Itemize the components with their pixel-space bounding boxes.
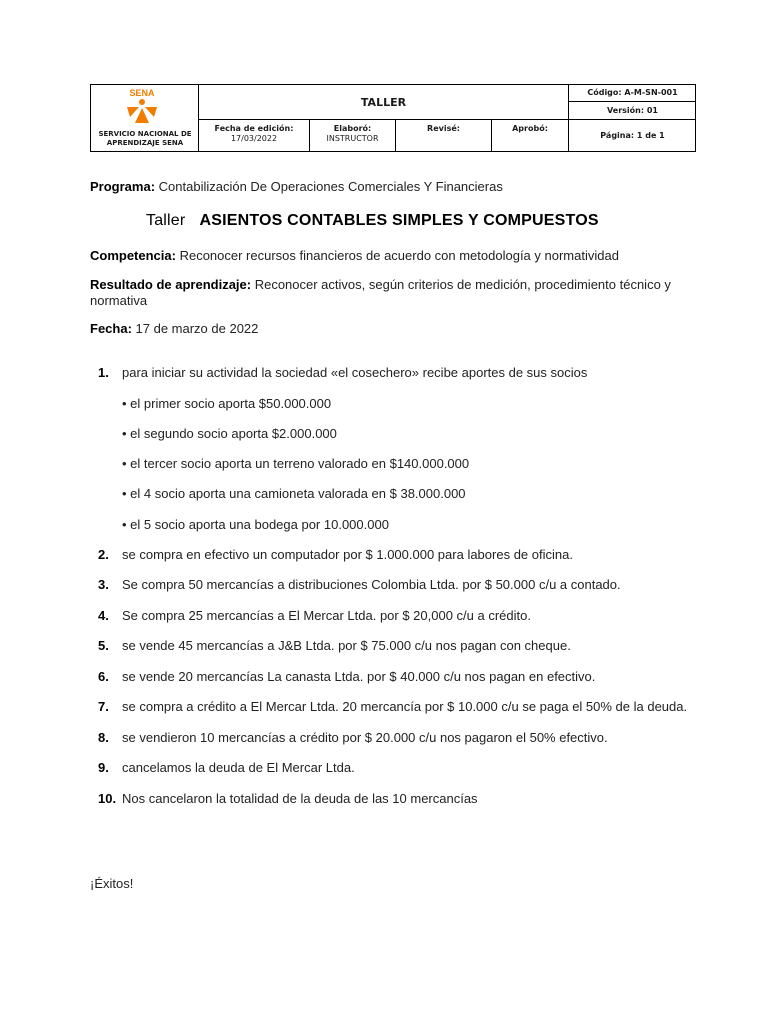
version-field: Versión: 01	[569, 102, 696, 120]
task-text: se vende 45 mercancías a J&B Ltda. por $ 75.000 c/u nos pagan con cheque.	[122, 638, 571, 654]
fecha-edicion-cell	[199, 120, 310, 152]
task-number: 3.	[98, 577, 109, 593]
competencia-line	[90, 248, 619, 264]
pagina-field: Página: 1 de 1	[600, 131, 665, 140]
doc-type-title: TALLER	[199, 85, 569, 120]
logo-text: SENA	[129, 88, 155, 98]
contribution-item: • el 5 socio aporta una bodega por 10.000.000	[122, 510, 698, 540]
task-number: 9.	[98, 760, 109, 776]
task-item	[98, 601, 698, 632]
fecha-label: Fecha:	[90, 321, 132, 336]
org-name: SERVICIO NACIONAL DE APRENDIZAJE SENA	[98, 130, 192, 147]
fecha-edicion-label: Fecha de edición:	[214, 124, 294, 133]
fecha-value: 17 de marzo de 2022	[131, 321, 259, 336]
task-item	[98, 692, 698, 723]
contribution-item: • el 4 socio aporta una camioneta valorada en $ 38.000.000	[122, 479, 698, 509]
competencia-value: Reconocer recursos financieros de acuerdo con metodología y normatividad	[175, 248, 619, 263]
task-item	[98, 753, 698, 784]
resultado-label: Resultado de aprendizaje:	[90, 277, 252, 292]
document-header-table	[90, 84, 696, 152]
task-text: cancelamos la deuda de El Mercar Ltda.	[122, 760, 355, 776]
task-number: 10.	[98, 790, 117, 806]
task-number: 5.	[98, 638, 109, 654]
task-item	[98, 723, 698, 754]
task-text: se compra en efectivo un computador por $ 1.000.000 para labores de oficina.	[122, 546, 573, 562]
aprobo-cell	[492, 120, 569, 152]
sena-logo-icon	[117, 87, 167, 127]
task-item	[98, 570, 698, 601]
elaboro-cell	[310, 120, 396, 152]
aprobo-label: Aprobó:	[512, 124, 548, 133]
title-prefix: Taller	[146, 212, 186, 229]
task-number: 4.	[98, 607, 109, 623]
task-text: se compra a crédito a El Mercar Ltda. 20 mercancía por $ 10.000 c/u se paga el 50% de la deuda.	[122, 699, 688, 715]
task-number: 7.	[98, 699, 109, 715]
task-number: 2.	[98, 546, 109, 562]
contribution-item: • el tercer socio aporta un terreno valorado en $140.000.000	[122, 449, 698, 479]
resultado-line	[90, 277, 700, 309]
task-number: 1.	[98, 365, 109, 380]
programa-value: Contabilización De Operaciones Comerciales Y Financieras	[155, 179, 503, 194]
resultado-value: Reconocer activos, según criterios de medición, procedimiento técnico y normativa	[90, 277, 671, 308]
elaboro-label: Elaboró:	[333, 124, 372, 133]
task-item	[98, 540, 698, 571]
task-text: se vendieron 10 mercancías a crédito por $ 20.000 c/u nos pagaron el 50% efectivo.	[122, 729, 608, 745]
task-text: Nos cancelaron la totalidad de la deuda de las 10 mercancías	[122, 790, 478, 806]
task-text: Se compra 50 mercancías a distribuciones Colombia Ltda. por $ 50.000 c/u a contado.	[122, 577, 621, 593]
task-text: Se compra 25 mercancías a El Mercar Ltda. por $ 20,000 c/u a crédito.	[122, 607, 531, 623]
codigo-field: Código: A-M-SN-001	[569, 85, 696, 102]
fecha-edicion-value: 17/03/2022	[230, 134, 278, 143]
title-main: ASIENTOS CONTABLES SIMPLES Y COMPUESTOS	[199, 212, 599, 229]
task-item	[98, 631, 698, 662]
elaboro-value: INSTRUCTOR	[326, 134, 379, 143]
task-item	[98, 358, 698, 540]
contribution-item: • el primer socio aporta $50.000.000	[122, 389, 698, 419]
programa-line	[90, 179, 503, 195]
reviso-cell	[396, 120, 492, 152]
task-number: 6.	[98, 668, 109, 684]
task-text: para iniciar su actividad la sociedad «el cosechero» recibe aportes de sus socios	[122, 365, 588, 380]
fecha-line	[90, 321, 258, 337]
task-item	[98, 662, 698, 693]
logo-cell	[91, 85, 199, 152]
page-title	[146, 212, 599, 230]
task-list	[98, 358, 698, 814]
task-item	[98, 784, 698, 815]
task-text: se vende 20 mercancías La canasta Ltda. por $ 40.000 c/u nos pagan en efectivo.	[122, 668, 596, 684]
competencia-label: Competencia:	[90, 248, 176, 263]
reviso-label: Revisé:	[427, 124, 460, 133]
task-number: 8.	[98, 729, 109, 745]
programa-label: Programa:	[90, 179, 156, 194]
contribution-list	[122, 389, 698, 540]
closing-text: ¡Éxitos!	[90, 876, 134, 891]
contribution-item: • el segundo socio aporta $2.000.000	[122, 419, 698, 449]
